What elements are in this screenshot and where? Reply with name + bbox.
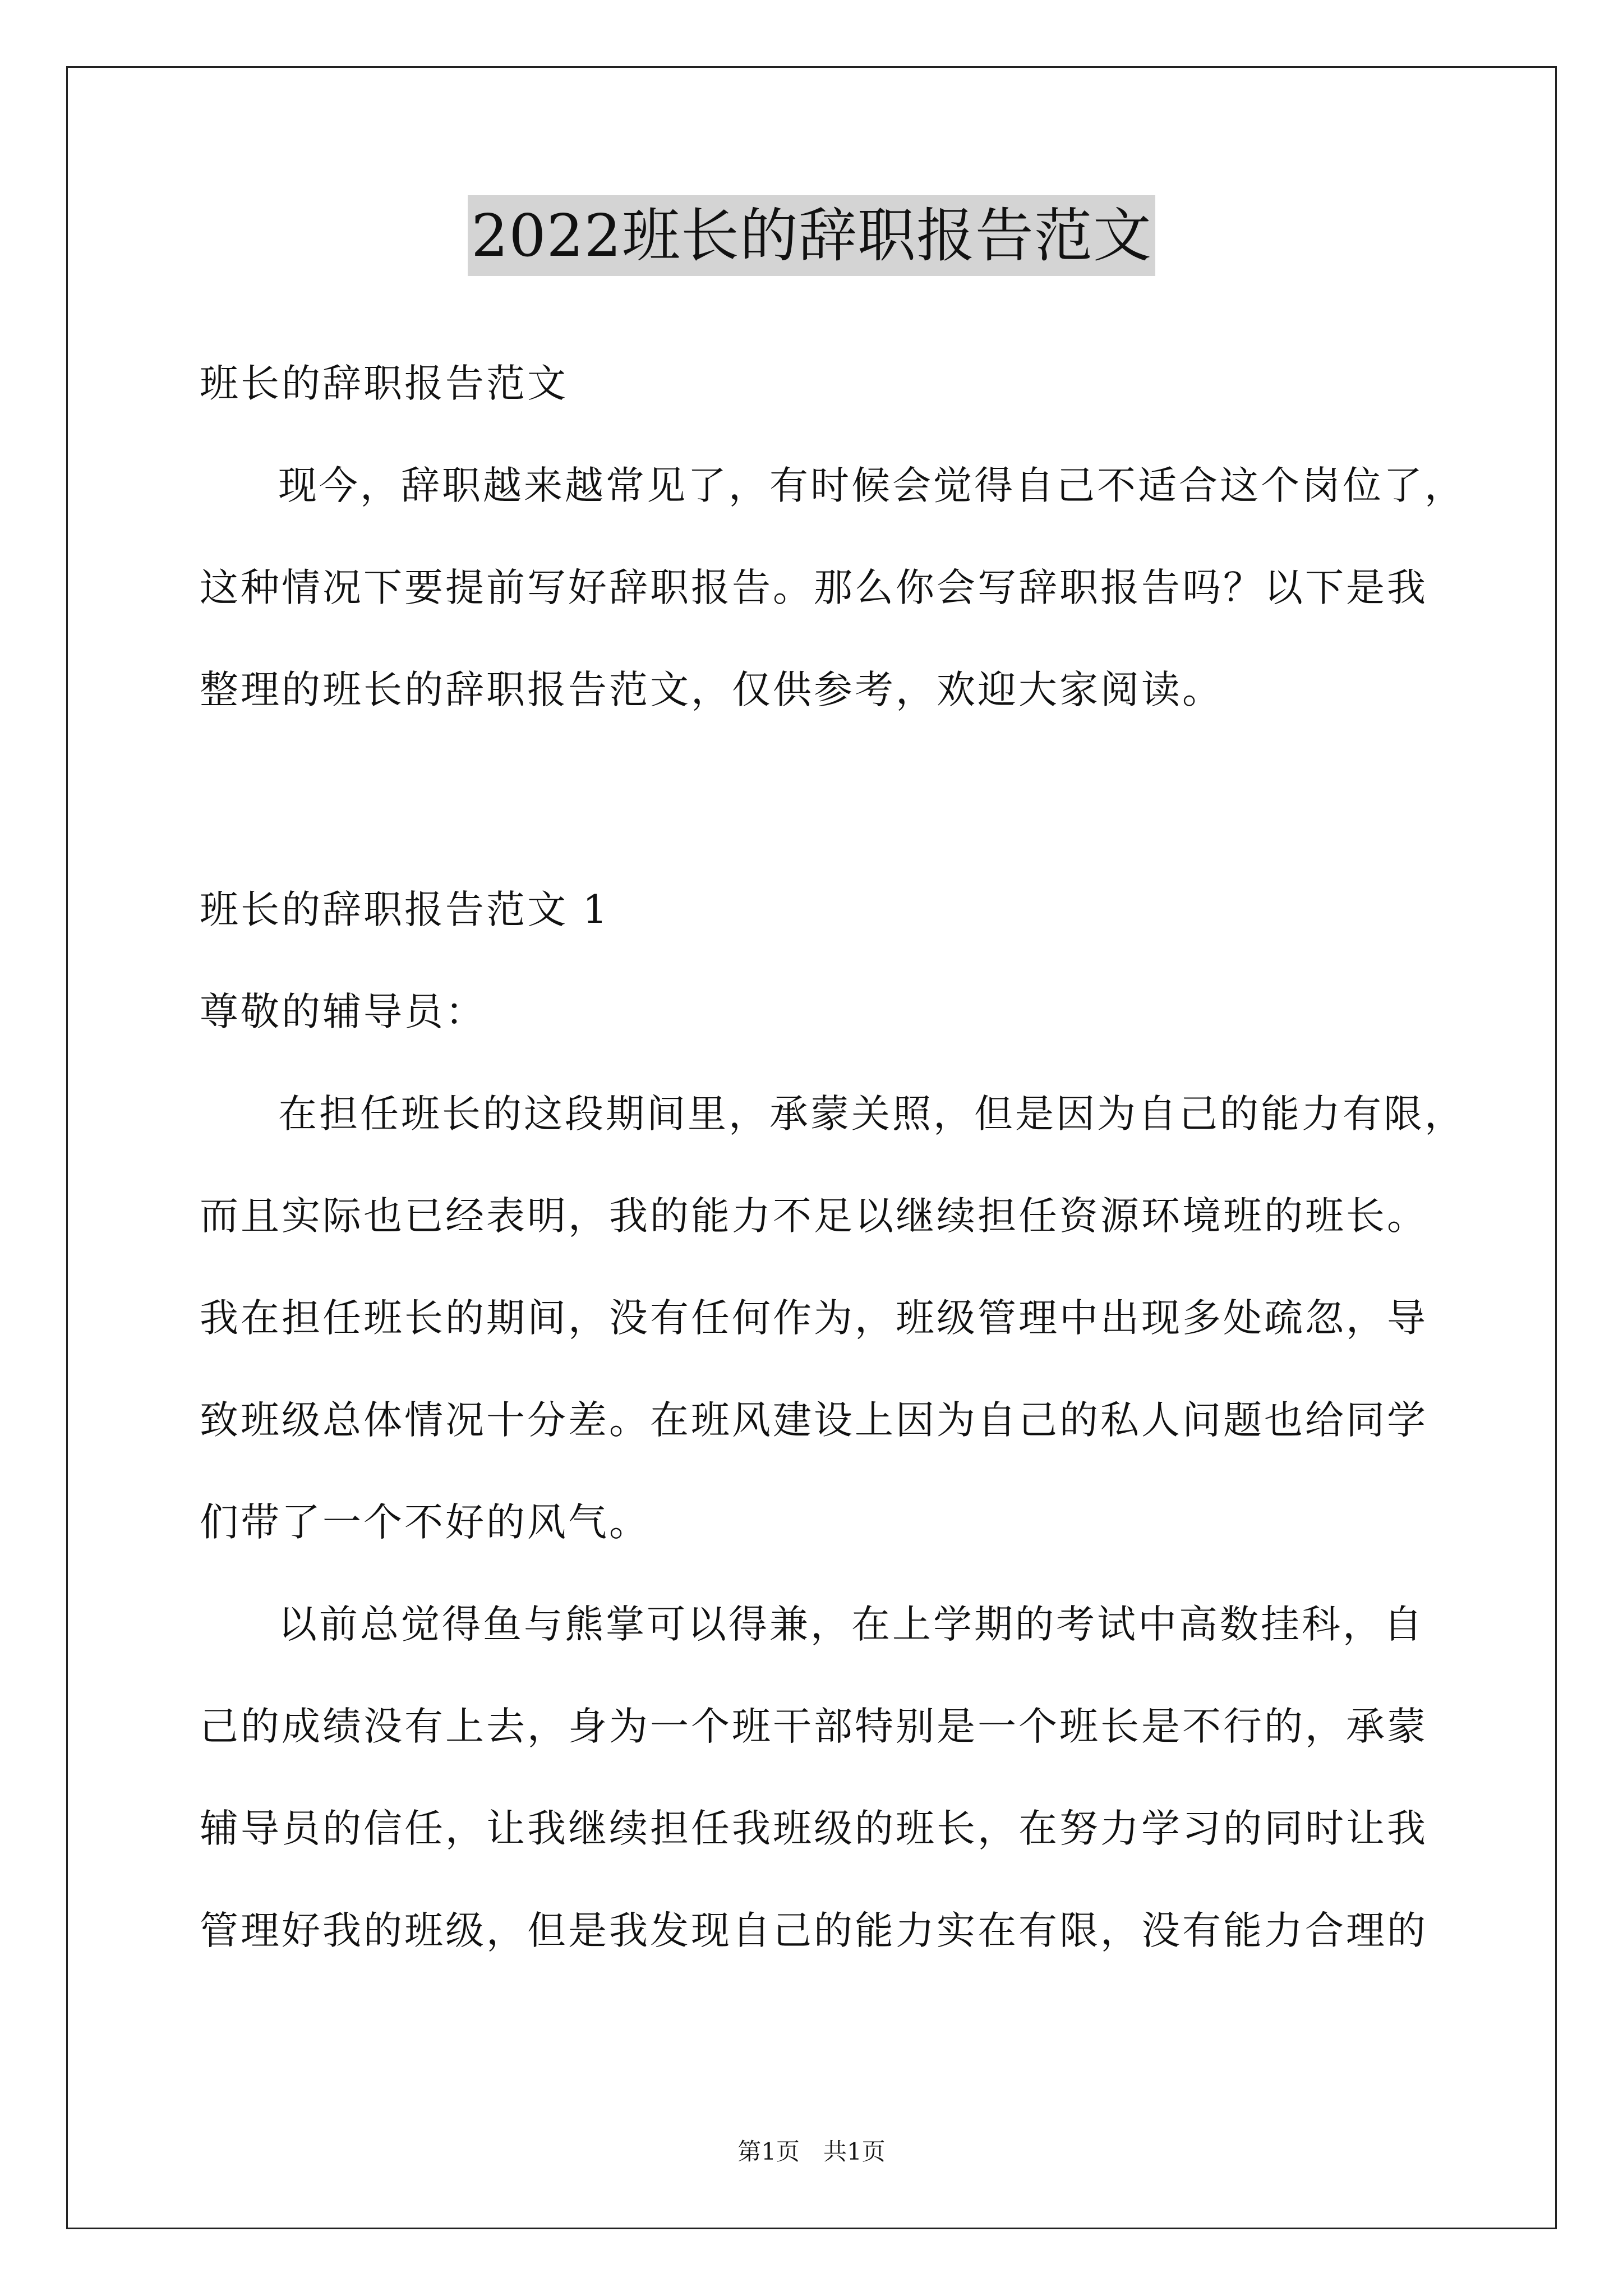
paragraph2-line-2: 己的成绩没有上去，身为一个班干部特别是一个班长是不行的，承蒙 [200,1704,1428,1749]
title-container [0,195,1623,276]
section-title: 班长的辞职报告范文 1 [200,887,610,932]
intro-line-3: 整理的班长的辞职报告范文，仅供参考，欢迎大家阅读。 [200,668,1223,712]
salutation: 尊敬的辅导员： [200,990,486,1034]
paragraph1-line-5: 们带了一个不好的风气。 [200,1500,650,1545]
paragraph2-line-1: 以前总觉得鱼与熊掌可以得兼，在上学期的考试中高数挂科，自 [278,1602,1424,1647]
paragraph2-line-3: 辅导员的信任，让我继续担任我班级的班长，在努力学习的同时让我 [200,1806,1428,1851]
paragraph2-line-4: 管理好我的班级，但是我发现自己的能力实在有限，没有能力合理的 [200,1908,1428,1953]
page-number-label: 第1页 共1页 [737,2138,886,2165]
paragraph1-line-2: 而且实际也已经表明，我的能力不足以继续担任资源环境班的班长。 [200,1194,1428,1239]
intro-line-1: 现今，辞职越来越常见了，有时候会觉得自己不适合这个岗位了， [278,463,1465,508]
subheading: 班长的辞职报告范文 [200,361,568,406]
document-title: 2022班长的辞职报告范文 [468,195,1155,276]
paragraph1-line-4: 致班级总体情况十分差。在班风建设上因为自己的私人问题也给同学 [200,1398,1428,1443]
paragraph1-line-1: 在担任班长的这段期间里，承蒙关照，但是因为自己的能力有限， [278,1092,1465,1137]
paragraph1-line-3: 我在担任班长的期间，没有任何作为，班级管理中出现多处疏忽，导 [200,1296,1428,1341]
page-footer [0,2136,1623,2168]
intro-line-2: 这种情况下要提前写好辞职报告。那么你会写辞职报告吗？以下是我 [200,565,1428,610]
